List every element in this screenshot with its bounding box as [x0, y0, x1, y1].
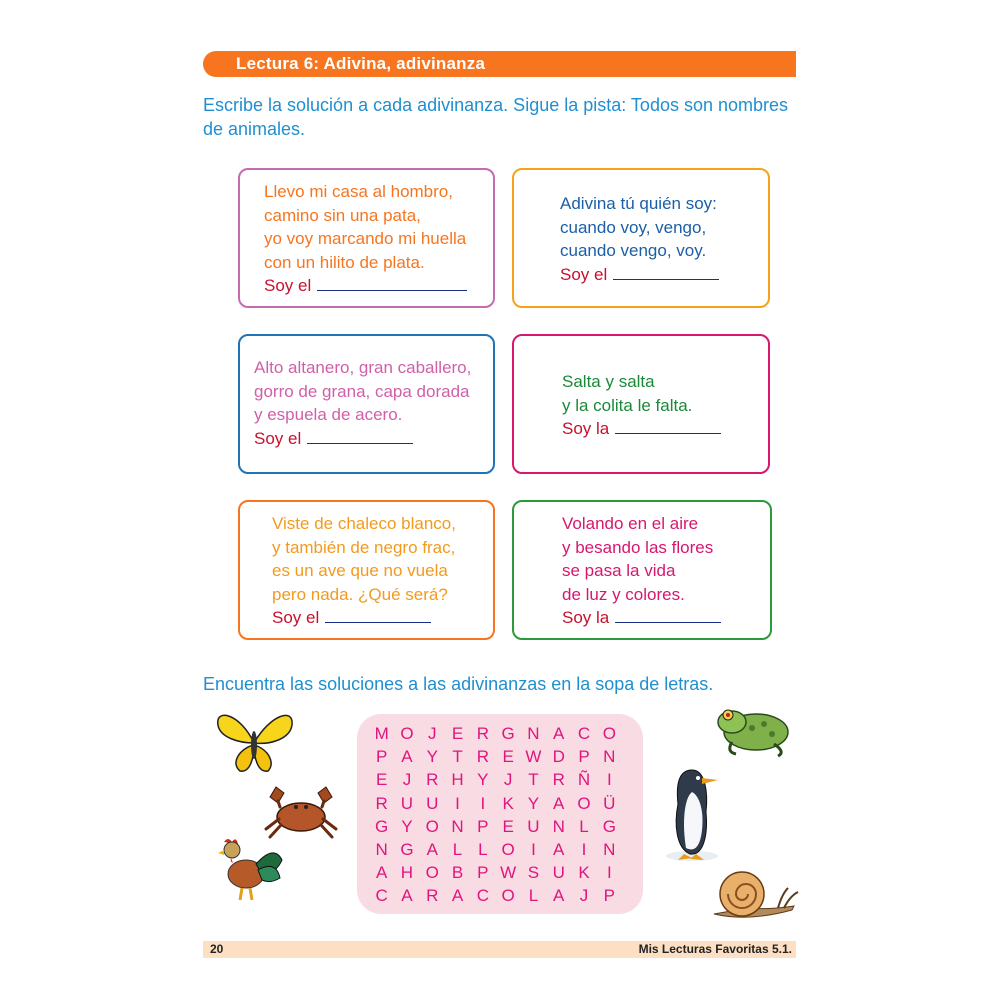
word-search-letter[interactable]: P: [578, 747, 590, 767]
word-search-letter[interactable]: P: [375, 747, 388, 767]
word-search-letter[interactable]: W: [500, 863, 517, 883]
word-search-letter[interactable]: H: [400, 863, 414, 883]
word-search-letter[interactable]: T: [528, 770, 539, 790]
word-search-letter[interactable]: S: [527, 863, 540, 883]
word-search-grid: [357, 714, 643, 914]
riddle-answer-label: Soy el: [254, 428, 302, 448]
word-search-letter[interactable]: I: [581, 840, 587, 859]
answer-blank-line[interactable]: [317, 274, 467, 291]
riddle-text: Salta y salta y la colita le falta.: [562, 372, 693, 415]
word-search-letter[interactable]: J: [503, 770, 513, 790]
riddle-text: Volando en el aire y besando las flores se pasa la vida de luz y colores.: [562, 514, 714, 604]
word-search-letter[interactable]: A: [553, 840, 565, 859]
word-search-letter[interactable]: R: [375, 793, 388, 813]
word-search-letter[interactable]: E: [502, 747, 514, 767]
answer-blank-line[interactable]: [307, 427, 413, 444]
word-search-letter[interactable]: R: [426, 886, 439, 906]
rooster-illustration: [212, 834, 287, 904]
word-search-letter[interactable]: N: [603, 840, 616, 859]
word-search-letter[interactable]: N: [603, 747, 616, 767]
word-search-letter[interactable]: B: [451, 863, 464, 883]
riddle-text: Alto altanero, gran caballero, gorro de grana, capa dorada y espuela de acero.: [254, 358, 472, 424]
word-search-letter[interactable]: A: [553, 724, 565, 743]
word-search-letter[interactable]: C: [577, 724, 591, 743]
word-search-letter[interactable]: I: [606, 770, 612, 790]
book-title: Mis Lecturas Favoritas 5.1.: [638, 942, 792, 956]
word-search-letter[interactable]: D: [552, 747, 565, 767]
riddle-answer-label: Soy la: [562, 608, 610, 627]
word-search-letter[interactable]: K: [578, 863, 590, 883]
section-header-bar: [203, 51, 796, 77]
word-search-letter[interactable]: N: [552, 816, 565, 836]
word-search-letter[interactable]: I: [531, 840, 536, 859]
answer-blank-line[interactable]: [613, 263, 719, 280]
word-search-letter[interactable]: G: [602, 816, 616, 836]
word-search-letter[interactable]: I: [480, 793, 486, 813]
word-search-letter[interactable]: H: [451, 770, 464, 790]
word-search-letter[interactable]: T: [452, 747, 463, 767]
riddle-box-1: [238, 168, 495, 308]
word-search-letter[interactable]: J: [427, 724, 437, 743]
riddle-box-4: [512, 334, 770, 474]
frog-illustration: [712, 698, 794, 758]
word-search-letter[interactable]: R: [476, 747, 489, 767]
word-search-row: [369, 815, 622, 838]
word-search-letter[interactable]: U: [527, 816, 540, 836]
riddle-box-3: [238, 334, 495, 474]
word-search-row: [369, 884, 622, 907]
riddle-box-5: [238, 500, 495, 640]
word-search-letter[interactable]: L: [579, 816, 589, 836]
word-search-letter[interactable]: A: [553, 886, 565, 906]
word-search-letter[interactable]: E: [375, 770, 388, 790]
page-number: 20: [210, 942, 224, 956]
word-search-letter[interactable]: N: [451, 816, 464, 836]
page-footer: [203, 941, 796, 958]
word-search-row: [369, 768, 622, 791]
word-search-letter[interactable]: P: [477, 816, 489, 836]
instruction-bottom: Encuentra las soluciones a las adivinanzas en la sopa de letras.: [203, 674, 714, 694]
word-search-row: [369, 745, 622, 768]
word-search-letter[interactable]: U: [400, 793, 414, 813]
word-search-letter[interactable]: N: [527, 724, 540, 743]
word-search-letter[interactable]: Ñ: [577, 770, 591, 790]
word-search-letter[interactable]: R: [476, 724, 489, 743]
word-search-letter[interactable]: A: [451, 886, 464, 906]
word-search-letter[interactable]: A: [375, 863, 388, 883]
riddle-text: Llevo mi casa al hombro, camino sin una pata, yo voy marcando mi huella con un hilito de plata.: [264, 182, 467, 272]
answer-blank-line[interactable]: [615, 417, 721, 434]
word-search-letter[interactable]: N: [375, 840, 388, 859]
word-search-letter[interactable]: E: [502, 816, 514, 836]
word-search-letter[interactable]: C: [375, 886, 388, 906]
word-search-letter[interactable]: O: [577, 793, 591, 813]
word-search-letter[interactable]: I: [606, 863, 612, 883]
word-search-letter[interactable]: A: [401, 886, 413, 906]
riddle-box-2: [512, 168, 770, 308]
word-search-letter[interactable]: Y: [477, 770, 489, 790]
riddle-answer-label: Soy el: [272, 608, 320, 627]
word-search-letter[interactable]: O: [425, 816, 439, 836]
riddle-box-6: [512, 500, 772, 640]
word-search-letter[interactable]: R: [426, 770, 439, 790]
word-search-letter[interactable]: L: [528, 886, 539, 906]
word-search-letter[interactable]: P: [477, 863, 489, 883]
riddle-answer-label: Soy el: [264, 276, 312, 295]
word-search-letter[interactable]: O: [501, 886, 515, 906]
word-search-letter[interactable]: U: [552, 863, 565, 883]
word-search-letter[interactable]: I: [455, 793, 460, 813]
word-search-letter[interactable]: Y: [426, 747, 438, 767]
word-search-letter[interactable]: G: [375, 816, 389, 836]
word-search-row: [369, 861, 622, 884]
butterfly-illustration: [210, 703, 300, 778]
word-search-letter[interactable]: Y: [527, 793, 540, 813]
word-search-letter[interactable]: Y: [401, 816, 413, 836]
instruction-top: Escribe la solución a cada adivinanza. Sigue la pista: Todos son nombres de animales.: [203, 95, 789, 139]
section-title: Lectura 6: Adivina, adivinanza: [236, 54, 486, 73]
word-search-letter[interactable]: Ü: [603, 793, 616, 813]
riddle-text: Adivina tú quién soy: cuando voy, vengo, cuando vengo, voy.: [560, 194, 717, 260]
snail-illustration: [708, 866, 800, 924]
riddle-answer-label: Soy la: [562, 419, 610, 438]
word-search-letter[interactable]: A: [401, 747, 413, 767]
penguin-illustration: [660, 764, 724, 864]
answer-blank-line[interactable]: [615, 606, 721, 623]
word-search-letter[interactable]: R: [552, 770, 565, 790]
word-search-letter[interactable]: O: [400, 724, 414, 743]
word-search-letter[interactable]: A: [426, 840, 438, 859]
word-search-letter[interactable]: L: [478, 840, 488, 859]
word-search-row: [369, 722, 622, 745]
word-search-letter[interactable]: O: [602, 724, 616, 743]
word-search-letter[interactable]: G: [501, 724, 515, 743]
word-search-letter[interactable]: E: [451, 724, 464, 743]
word-search-letter[interactable]: O: [501, 840, 515, 859]
word-search-letter[interactable]: O: [425, 863, 439, 883]
word-search-letter[interactable]: P: [603, 886, 615, 906]
word-search-letter[interactable]: A: [553, 793, 565, 813]
riddle-text: Viste de chaleco blanco, y también de negro frac, es un ave que no vuela pero nada. ¿Qué será?: [272, 514, 456, 604]
answer-blank-line[interactable]: [325, 606, 431, 623]
word-search-letter[interactable]: J: [402, 770, 412, 790]
word-search-row: [369, 792, 622, 815]
word-search-letter[interactable]: C: [476, 886, 489, 906]
word-search-letter[interactable]: W: [525, 747, 542, 767]
word-search-letter[interactable]: K: [502, 793, 514, 813]
word-search-letter[interactable]: U: [426, 793, 439, 813]
word-search-letter[interactable]: J: [579, 886, 589, 906]
word-search-row: [369, 838, 622, 861]
word-search-letter[interactable]: G: [400, 840, 414, 859]
word-search-letter[interactable]: M: [374, 724, 389, 743]
riddle-answer-label: Soy el: [560, 264, 608, 284]
word-search-letter[interactable]: L: [452, 840, 463, 859]
crab-illustration: [262, 783, 340, 841]
